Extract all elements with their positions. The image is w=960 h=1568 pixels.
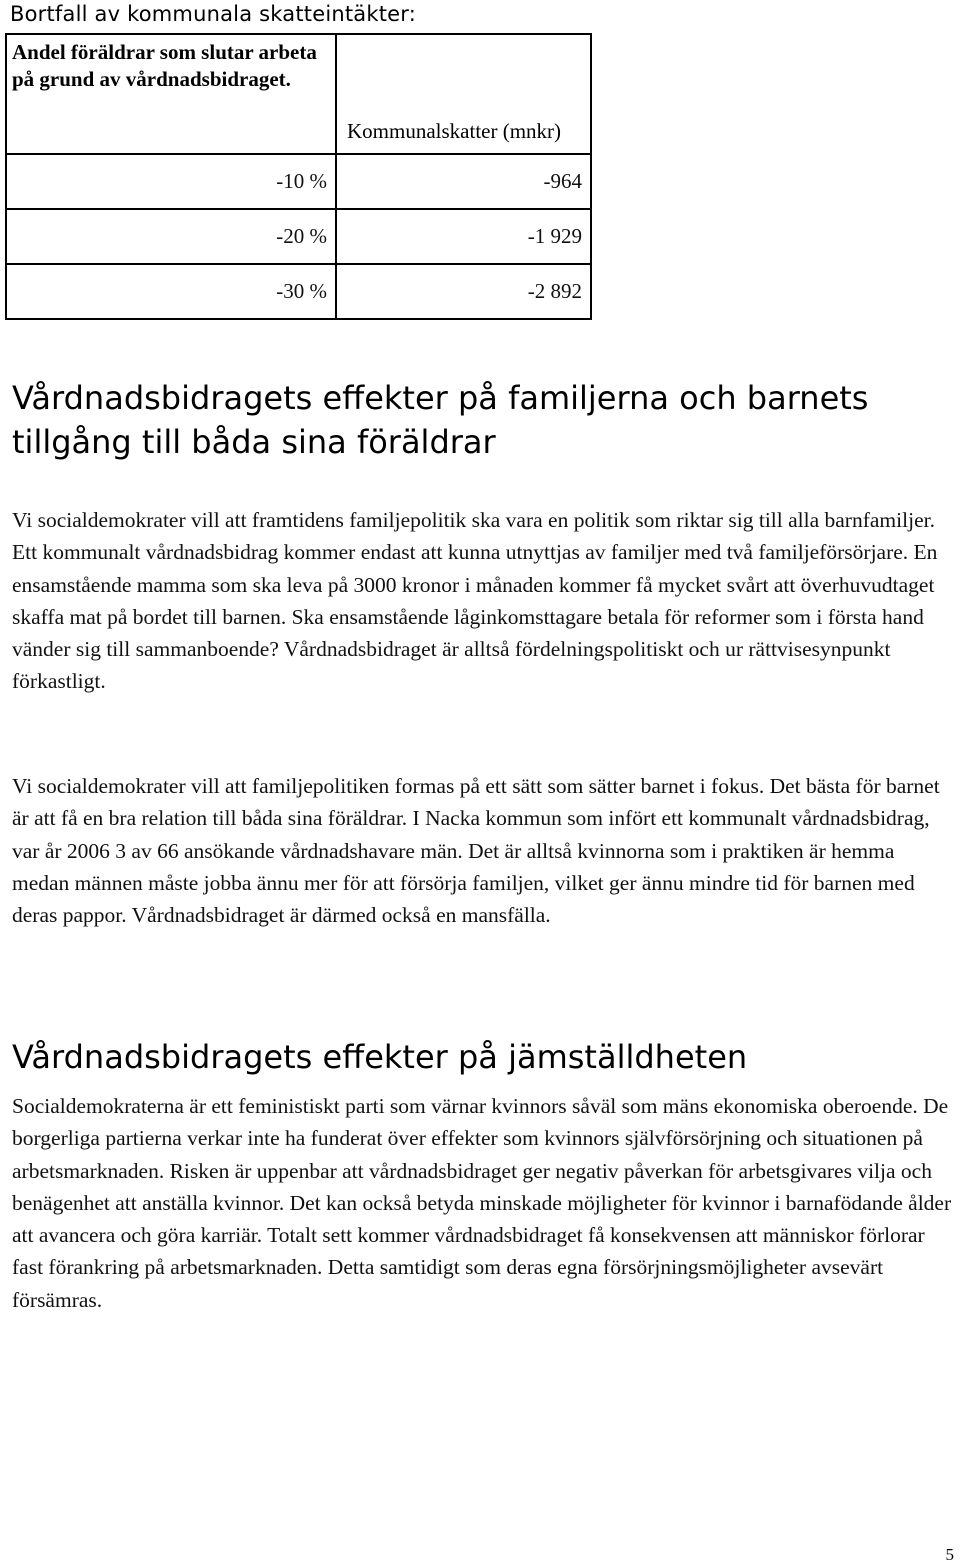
- page-number: 5: [945, 1545, 954, 1564]
- heading-equality-effects: Vårdnadsbidragets effekter på jämställdheten: [12, 1038, 748, 1076]
- table-header-share: Andel föräldrar som slutar arbeta på grund av vårdnadsbidraget.: [6, 34, 336, 154]
- section-label: Bortfall av kommunala skatteintäkter:: [10, 2, 417, 26]
- table-cell-tax: -2 892: [336, 264, 591, 319]
- paragraph-equality: Socialdemokraterna är ett feministiskt parti som värnar kvinnors såväl som mäns ekonomiska oberoende. De borgerliga partierna verkar inte ha funderat över effekter som kvinnors självförsörjning och situationen på arbetsmarknaden. Risken är uppenbar att vårdnadsbidraget ger negativ påverkan för arbetsgivares vilja och benägenhet att anställa kvinnor. Det kan också betyda minskade möjligheter för kvinnor i barnafödande ålder att avancera och göra karriär. Totalt sett kommer vårdnadsbidraget få konsekvensen att människor förlorar fast förankring på arbetsmarknaden. Detta samtidigt som deras egna försörjningsmöjligheter avsevärt försämras.: [12, 1094, 952, 1312]
- paragraph-child-focus: Vi socialdemokrater vill att familjepolitiken formas på ett sätt som sätter barnet i fokus. Det bästa för barnet är att få en bra relation till båda sina föräldrar. I Nacka kommun som infört ett kommunalt vårdnadsbidrag, var år 2006 3 av 66 ansökande vårdnadshavare män. Det är alltså kvinnorna som i praktiken är hemma medan männen måste jobba ännu mer för att försörja familjen, vilket ger ännu mindre tid för barnen med deras pappor. Vårdnadsbidraget är därmed också en mansfälla.: [12, 774, 940, 928]
- table-row: [6, 209, 591, 264]
- table-row: [6, 264, 591, 319]
- table-header-tax: Kommunalskatter (mnkr): [336, 34, 591, 154]
- table-cell-share: -10 %: [6, 154, 336, 209]
- table-cell-share: -20 %: [6, 209, 336, 264]
- table-cell-tax: -964: [336, 154, 591, 209]
- table-row: [6, 154, 591, 209]
- table-header-row: [6, 34, 591, 154]
- heading-family-effects: Vårdnadsbidragets effekter på familjerna och barnets tillgång till båda sina föräldrar: [12, 379, 869, 461]
- tax-loss-table: [5, 33, 592, 320]
- table-cell-tax: -1 929: [336, 209, 591, 264]
- paragraph-family-policy: Vi socialdemokrater vill att framtidens familjepolitik ska vara en politik som riktar sig till alla barnfamiljer. Ett kommunalt vårdnadsbidrag kommer endast att kunna utnyttjas av familjer med två familjeförsörjare. En ensamstående mamma som ska leva på 3000 kronor i månaden kommer få mycket svårt att överhuvudtaget skaffa mat på bordet till barnen. Ska ensamstående låginkomsttagare betala för reformer som i första hand vänder sig till sammanboende? Vårdnadsbidraget är alltså fördelningspolitiskt och ur rättvisesynpunkt förkastligt.: [12, 508, 938, 694]
- table-cell-share: -30 %: [6, 264, 336, 319]
